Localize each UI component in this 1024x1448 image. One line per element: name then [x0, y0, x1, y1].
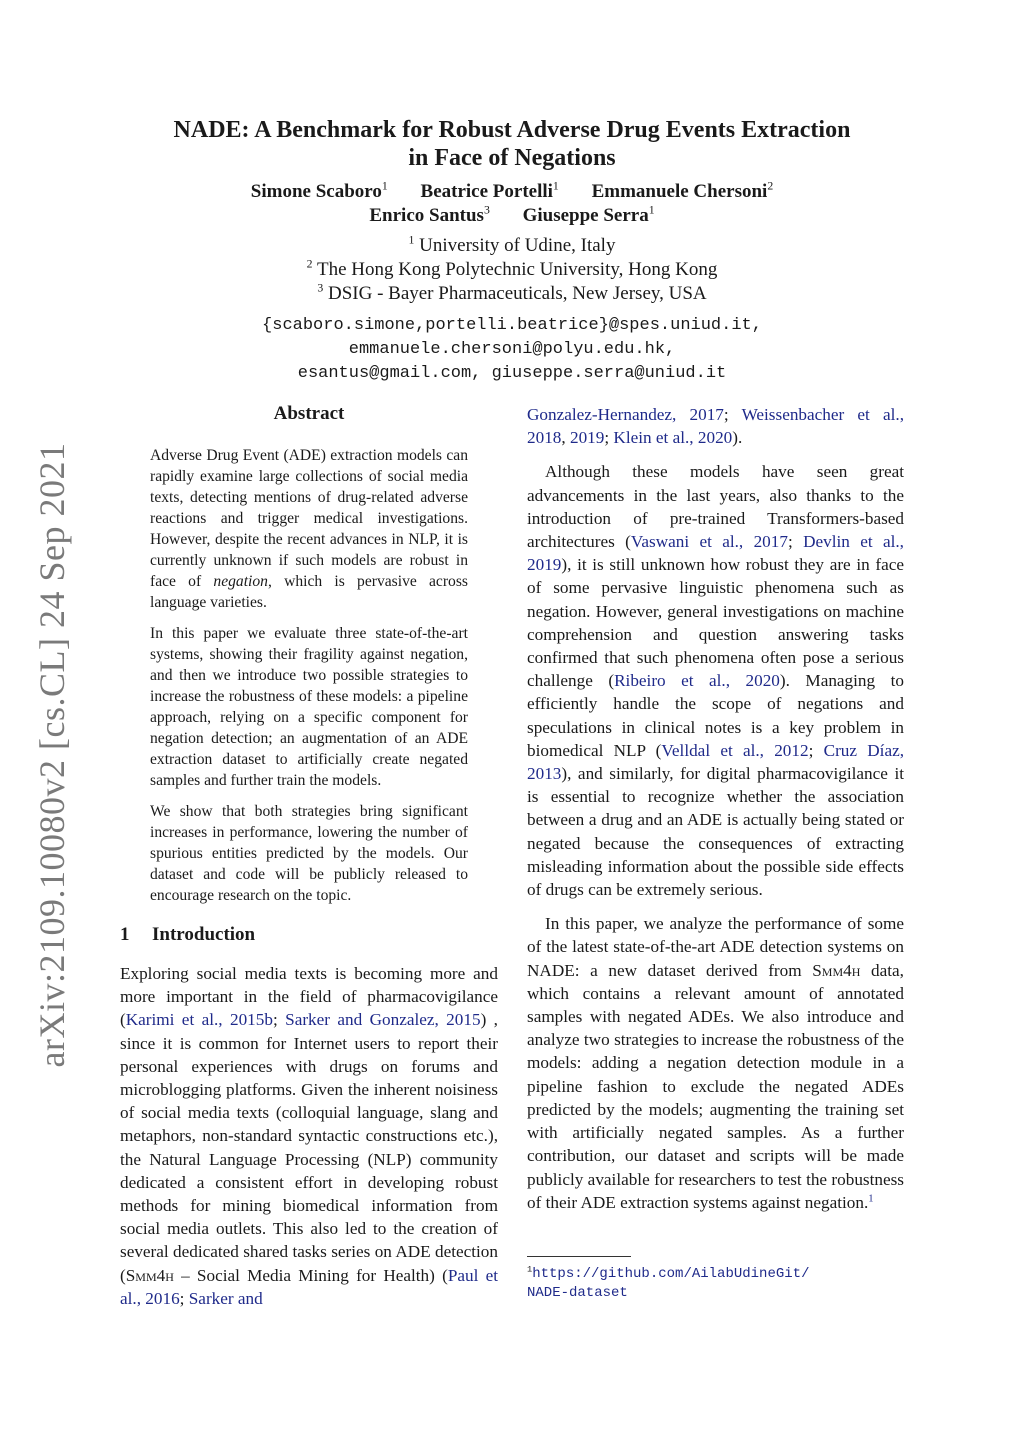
- affiliation: $^1$ University of Udine, Italy: [408, 233, 616, 256]
- abstract: [120, 445, 498, 906]
- right-column: [527, 403, 904, 1303]
- section-heading-introduction: 1 Introduction: [120, 924, 256, 945]
- author: Giuseppe Serra$^1$: [522, 203, 655, 226]
- paper-title: NADE: A Benchmark for Robust Adverse Drug Events Extraction in Face of Negations: [173, 117, 851, 171]
- citation-link[interactable]: Cruz Díaz, 2013: [527, 740, 904, 784]
- intro-paragraph: In this paper, we analyze the performance of some of the latest state-of-the-art ADE detection systems on NADE: a new dataset derived from Smm4h data, which contains a relevant amount of annotated samples with negated ADEs. We also introduce and analyze two strategies to increase the robustness of the models: adding a negation detection module in a pipeline fashion to exclude the negated ADEs predicted by the models; augmenting the training set with artificially negated samples. As a further contribution, our dataset and scripts will be made publicly available for researchers to test the robustness of their ADE extraction systems against negation.$^1$: [527, 914, 904, 1212]
- paper-header: [120, 116, 904, 386]
- author-list: [120, 180, 904, 228]
- footnote: $^1$https://github.com/AilabUdineGit/ NADE-dataset: [527, 1264, 810, 1301]
- left-column: [120, 403, 498, 1310]
- abstract-paragraph: In this paper we evaluate three state-of-the-art systems, showing their fragility against negation, and then we introduce two possible strategies to increase the robustness of these models: a pipeline approach, relying on a specific component for negation detection; an augmentation of an ADE extraction dataset to artificially create negated samples and further train the models.: [150, 625, 468, 789]
- affiliation: $^3$ DSIG - Bayer Pharmaceuticals, New Jersey, USA: [317, 281, 707, 304]
- author: Simone Scaboro$^1$: [250, 179, 388, 202]
- affiliation: $^2$ The Hong Kong Polytechnic University, Hong Kong: [306, 257, 718, 280]
- citation-link[interactable]: Vaswani et al., 2017: [630, 532, 788, 552]
- citation-link[interactable]: Klein et al., 2020: [613, 428, 733, 448]
- footnote-marker[interactable]: 1: [868, 1192, 874, 1204]
- email-line: esantus@gmail.com, giuseppe.serra@uniud.it: [297, 364, 727, 383]
- email-list: [120, 314, 904, 386]
- author: Emmanuele Chersoni$^2$: [591, 179, 774, 202]
- email-line: {scaboro.simone,portelli.beatrice}@spes.uniud.it,: [262, 316, 762, 335]
- citation-link[interactable]: Weissenbacher et al., 2018: [527, 405, 904, 448]
- intro-paragraph-continued: Gonzalez-Hernandez, 2017; Weissenbacher et al., 2018, 2019; Klein et al., 2020).: [527, 405, 904, 448]
- abstract-paragraph: We show that both strategies bring significant increases in performance, lowering the number of spurious entities predicted by the models. Our dataset and code will be publicly released to encourage research on the topic.: [150, 803, 468, 904]
- footnote-url-link[interactable]: https://github.com/AilabUdineGit/ NADE-dataset: [527, 1265, 810, 1301]
- citation-link[interactable]: Sarker and: [188, 1288, 263, 1308]
- author: Enrico Santus$^3$: [369, 203, 490, 226]
- email-line: emmanuele.chersoni@polyu.edu.hk,: [348, 340, 676, 359]
- arxiv-sidebar: [22, 442, 82, 1068]
- citation-link[interactable]: Devlin et al., 2019: [527, 532, 904, 575]
- abstract-heading: Abstract: [273, 403, 345, 424]
- intro-paragraph: Although these models have seen great advancements in the last years, also thanks to the introduction of pre-trained Transformers-based architectures (Vaswani et al., 2017; Devlin et al., 2019), it is still unknown how robust they are in face of some pervasive linguistic phenomena such as negation. However, general investigations on machine comprehension and question answering tasks confirmed that such phenomena often pose a serious challenge (Ribeiro et al., 2020). Managing to efficiently handle the scope of negations and speculations in clinical notes is a key problem in biomedical NLP (Velldal et al., 2012; Cruz Díaz, 2013), and similarly, for digital pharmacovigilance it is essential to recognize whether the association between a drug and an ADE is actually being stated or negated because the consequences of extracting misleading information about the possible side effects of drugs can be extremely serious.: [527, 462, 904, 900]
- abstract-paragraph: Adverse Drug Event (ADE) extraction models can rapidly examine large collections of social media texts, detecting mentions of drug-related adverse reactions and trigger medical investigations. However, despite the recent advances in NLP, it is currently unknown if such models are robust in face of negation, which is pervasive across language varieties.: [150, 447, 468, 611]
- citation-link[interactable]: Sarker and Gonzalez, 2015: [285, 1010, 481, 1030]
- citation-link[interactable]: Gonzalez-Hernandez, 2017: [527, 405, 724, 424]
- citation-link[interactable]: Karimi et al., 2015b: [125, 1010, 273, 1030]
- footnote-divider: [527, 1256, 631, 1257]
- citation-link[interactable]: Ribeiro et al., 2020: [614, 671, 780, 691]
- author: Beatrice Portelli$^1$: [420, 179, 559, 202]
- citation-link[interactable]: Paul et al., 2016: [120, 1265, 498, 1308]
- citation-link[interactable]: Velldal et al., 2012: [661, 740, 809, 760]
- citation-link[interactable]: 2019: [569, 428, 605, 448]
- affiliation-list: [120, 234, 904, 306]
- arxiv-identifier: arXiv:2109.10080v2 [cs.CL] 24 Sep 2021: [32, 442, 72, 1068]
- intro-paragraph: Exploring social media texts is becoming more and more important in the field of pharmacovigilance (Karimi et al., 2015b; Sarker and Gonzalez, 2015) , since it is common for Internet users to report their personal experiences with drugs on forums and microblogging platforms. Given the inherent noisiness of social media texts (colloquial language, slang and metaphors, non-standard syntactic constructions etc.), the Natural Language Processing (NLP) community dedicated a consistent effort in developing robust methods for mining biomedical information from social media outlets. This also led to the creation of several dedicated shared tasks series on ADE detection (Smm4h – Social Media Mining for Health) (Paul et al., 2016; Sarker and: [120, 964, 498, 1308]
